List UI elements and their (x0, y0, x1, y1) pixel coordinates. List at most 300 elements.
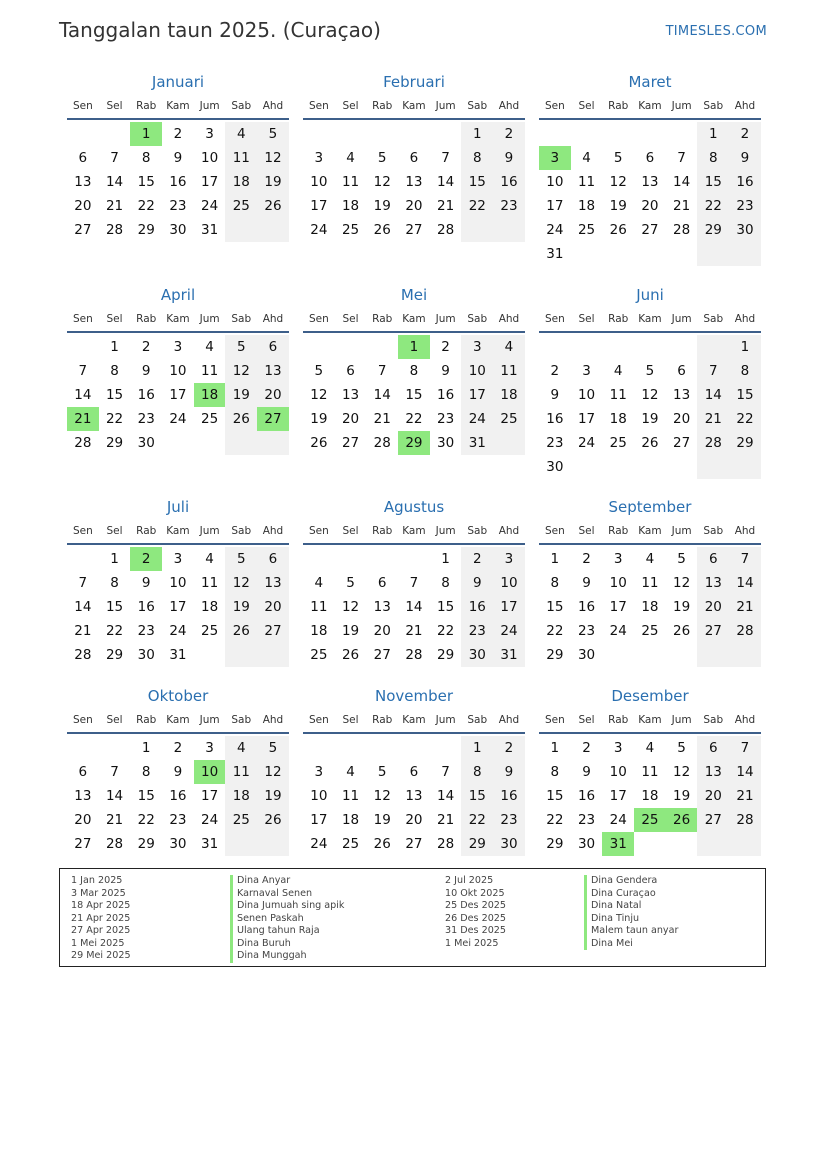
day-cell: 24 (493, 619, 525, 643)
page-title: Tanggalan taun 2025. (Curaçao) (59, 18, 381, 42)
weekday-label: Rab (136, 100, 157, 112)
day-cell: 6 (78, 150, 88, 166)
weekday-label: Kam (402, 525, 426, 537)
month-divider (539, 331, 761, 333)
weekday-label: Sel (342, 525, 359, 537)
day-cell: 16 (493, 784, 525, 808)
day-cell: 1 (697, 122, 729, 146)
day-cell: 21 (373, 411, 391, 427)
weekday-label: Sab (467, 714, 488, 726)
empty-day-cell (366, 547, 398, 571)
day-cell: 14 (105, 174, 124, 190)
day-cell: 6 (257, 547, 289, 571)
day-cell: 19 (673, 599, 691, 615)
legend-date: 1 Mei 2025 (445, 937, 499, 949)
legend-holiday-name: Dina Curaçao (584, 888, 678, 901)
weekday-label: Sen (544, 100, 565, 112)
day-cell: 18 (493, 383, 525, 407)
legend-date: 29 Mei 2025 (71, 950, 131, 961)
day-cell: 26 (373, 836, 391, 852)
day-cell: 12 (257, 760, 289, 784)
day-cell: 8 (110, 363, 119, 379)
day-cell: 31 (201, 836, 219, 852)
empty-day-cell (194, 643, 226, 667)
day-cell: 14 (405, 599, 423, 615)
day-cell: 8 (409, 363, 419, 379)
day-cell: 2 (173, 740, 183, 756)
day-cell: 10 (609, 764, 627, 780)
holiday-day-cell: 3 (539, 146, 571, 170)
legend-date: 31 Des 2025 (445, 925, 507, 936)
legend-date: 1 Jan 2025 (71, 875, 123, 886)
weekday-label: Ahd (734, 100, 756, 112)
month-divider (67, 543, 289, 545)
weekday-label: Rab (608, 714, 629, 726)
day-cell: 30 (437, 435, 455, 451)
legend-holiday-name: Dina Anyar (230, 875, 344, 888)
month-maret (539, 72, 761, 266)
empty-day-cell (194, 431, 226, 455)
day-cell: 24 (201, 198, 219, 214)
weekday-label: Rab (372, 100, 393, 112)
day-cell: 17 (201, 788, 219, 804)
day-cell: 15 (437, 599, 455, 615)
day-cell: 1 (141, 740, 151, 756)
day-cell: 25 (201, 411, 219, 427)
day-cell: 15 (105, 387, 124, 403)
day-cell: 29 (461, 832, 493, 856)
day-cell: 10 (169, 575, 187, 591)
month-name: Desember (611, 687, 689, 705)
empty-day-cell (257, 643, 289, 667)
empty-day-cell (225, 832, 257, 856)
legend-date: 26 Des 2025 (445, 912, 507, 924)
day-cell: 9 (493, 760, 525, 784)
weekday-label: Jum (199, 100, 220, 112)
day-cell: 3 (461, 335, 493, 359)
day-cell: 20 (697, 595, 729, 619)
day-cell: 19 (641, 411, 659, 427)
day-cell: 27 (405, 836, 423, 852)
day-cell: 17 (310, 812, 328, 828)
weekday-label: Sab (231, 100, 252, 112)
day-grid (539, 547, 761, 667)
month-divider (67, 331, 289, 333)
day-cell: 11 (641, 764, 659, 780)
day-cell: 9 (582, 575, 591, 591)
day-cell: 19 (609, 198, 627, 214)
empty-day-cell (67, 122, 99, 146)
day-cell: 14 (697, 383, 729, 407)
day-cell: 13 (697, 760, 729, 784)
day-cell: 27 (74, 222, 92, 238)
empty-day-cell (162, 431, 194, 455)
day-cell: 26 (673, 623, 691, 639)
empty-day-cell (666, 455, 698, 479)
day-cell: 9 (141, 363, 151, 379)
day-cell: 20 (697, 784, 729, 808)
day-cell: 29 (437, 647, 455, 663)
day-cell: 29 (729, 431, 761, 455)
day-cell: 27 (405, 222, 423, 238)
empty-day-cell (697, 643, 729, 667)
day-cell: 26 (341, 647, 360, 663)
weekday-label: Jum (435, 100, 456, 112)
day-grid (67, 736, 289, 856)
weekday-label: Kam (166, 714, 190, 726)
empty-day-cell (99, 122, 131, 146)
empty-day-cell (335, 122, 367, 146)
empty-day-cell (634, 643, 666, 667)
day-cell: 11 (577, 174, 596, 190)
weekday-label: Sel (578, 525, 595, 537)
day-cell: 15 (729, 383, 761, 407)
day-cell: 9 (441, 363, 450, 379)
day-cell: 11 (641, 575, 659, 591)
day-cell: 23 (137, 411, 155, 427)
day-cell: 15 (546, 599, 564, 615)
day-cell: 22 (105, 411, 124, 427)
weekday-header (539, 712, 761, 728)
month-november (303, 686, 525, 856)
day-cell: 1 (461, 736, 493, 760)
month-september (539, 497, 761, 667)
weekday-label: Jum (671, 313, 692, 325)
day-cell: 5 (225, 547, 257, 571)
day-cell: 19 (257, 784, 289, 808)
day-cell: 15 (105, 599, 124, 615)
day-cell: 29 (546, 836, 564, 852)
month-name: Agustus (383, 498, 445, 516)
day-cell: 12 (341, 599, 360, 615)
day-cell: 26 (310, 435, 328, 451)
month-juni (539, 285, 761, 479)
day-cell: 9 (729, 146, 761, 170)
day-cell: 24 (609, 623, 627, 639)
weekday-label: Sel (342, 313, 359, 325)
day-cell: 8 (550, 764, 560, 780)
day-cell: 16 (546, 411, 564, 427)
day-cell: 26 (257, 808, 289, 832)
day-cell: 20 (641, 198, 659, 214)
legend-holiday-name: Karnaval Senen (230, 888, 344, 901)
month-name: Oktober (147, 687, 209, 705)
legend-dates-right (445, 875, 506, 950)
day-cell: 23 (546, 435, 564, 451)
weekday-label: Kam (638, 525, 662, 537)
weekday-label: Ahd (262, 100, 284, 112)
day-cell: 1 (729, 335, 761, 359)
empty-day-cell (67, 736, 99, 760)
day-cell: 30 (577, 836, 596, 852)
day-cell: 16 (169, 788, 187, 804)
day-cell: 2 (582, 551, 591, 567)
day-cell: 22 (461, 808, 493, 832)
day-cell: 19 (257, 170, 289, 194)
weekday-label: Kam (638, 100, 662, 112)
weekday-label: Ahd (498, 100, 520, 112)
day-cell: 7 (78, 363, 88, 379)
weekday-label: Sel (578, 100, 595, 112)
empty-day-cell (634, 335, 666, 359)
empty-day-cell (697, 242, 729, 266)
day-cell: 29 (105, 435, 124, 451)
month-name: Januari (151, 73, 205, 91)
day-cell: 5 (645, 363, 655, 379)
day-cell: 12 (373, 174, 391, 190)
empty-day-cell (666, 643, 698, 667)
day-cell: 7 (409, 575, 419, 591)
day-cell: 23 (437, 411, 455, 427)
empty-day-cell (303, 547, 335, 571)
day-cell: 17 (169, 599, 187, 615)
weekday-label: Sen (544, 313, 565, 325)
weekday-label: Sen (308, 714, 329, 726)
day-cell: 27 (74, 836, 92, 852)
day-grid (67, 547, 289, 667)
day-cell: 2 (729, 122, 761, 146)
weekday-label: Kam (638, 313, 662, 325)
day-cell: 3 (613, 740, 623, 756)
day-cell: 13 (673, 387, 691, 403)
day-cell: 21 (105, 198, 124, 214)
month-divider (539, 543, 761, 545)
day-cell: 5 (377, 150, 387, 166)
weekday-label: Sen (72, 714, 93, 726)
empty-day-cell (430, 122, 462, 146)
weekday-label: Kam (638, 714, 662, 726)
weekday-label: Sel (342, 100, 359, 112)
day-cell: 23 (137, 623, 155, 639)
day-cell: 14 (74, 599, 92, 615)
day-cell: 19 (373, 198, 391, 214)
day-cell: 16 (461, 595, 493, 619)
holiday-day-cell: 1 (130, 122, 162, 146)
day-cell: 29 (105, 647, 124, 663)
day-cell: 27 (673, 435, 691, 451)
day-cell: 19 (373, 812, 391, 828)
weekday-label: Jum (435, 714, 456, 726)
empty-day-cell (697, 455, 729, 479)
day-cell: 24 (169, 623, 187, 639)
day-cell: 15 (461, 784, 493, 808)
day-cell: 9 (173, 150, 183, 166)
day-cell: 8 (461, 760, 493, 784)
day-cell: 28 (673, 222, 691, 238)
day-cell: 13 (74, 788, 92, 804)
day-cell: 31 (201, 222, 219, 238)
day-cell: 16 (137, 387, 155, 403)
weekday-label: Rab (372, 313, 393, 325)
weekday-header (67, 311, 289, 327)
day-cell: 4 (645, 740, 655, 756)
day-cell: 5 (225, 335, 257, 359)
day-cell: 22 (105, 623, 124, 639)
day-cell: 11 (225, 146, 257, 170)
month-name: November (374, 687, 454, 705)
day-cell: 7 (441, 150, 450, 166)
day-cell: 9 (173, 764, 183, 780)
weekday-label: Sen (308, 525, 329, 537)
month-divider (539, 732, 761, 734)
day-cell: 29 (137, 836, 155, 852)
weekday-label: Jum (671, 100, 692, 112)
weekday-label: Kam (166, 525, 190, 537)
day-cell: 24 (169, 411, 187, 427)
day-cell: 11 (201, 363, 219, 379)
day-cell: 22 (437, 623, 455, 639)
day-cell: 31 (461, 431, 493, 455)
empty-day-cell (67, 335, 99, 359)
day-cell: 13 (74, 174, 92, 190)
day-cell: 12 (225, 359, 257, 383)
month-februari (303, 72, 525, 242)
day-cell: 26 (225, 407, 257, 431)
month-agustus (303, 497, 525, 667)
day-cell: 28 (729, 808, 761, 832)
day-cell: 4 (645, 551, 655, 567)
weekday-label: Kam (402, 313, 426, 325)
holiday-legend (59, 868, 766, 967)
weekday-label: Ahd (734, 313, 756, 325)
empty-day-cell (67, 547, 99, 571)
day-cell: 11 (310, 599, 328, 615)
day-cell: 2 (141, 339, 151, 355)
brand-link[interactable]: TIMESLES.COM (665, 24, 767, 39)
day-cell: 28 (697, 431, 729, 455)
weekday-label: Jum (435, 525, 456, 537)
day-cell: 17 (169, 387, 187, 403)
day-cell: 27 (697, 808, 729, 832)
weekday-label: Sel (106, 525, 123, 537)
empty-day-cell (335, 335, 367, 359)
weekday-header (303, 523, 525, 539)
weekday-label: Ahd (498, 714, 520, 726)
day-cell: 13 (373, 599, 391, 615)
day-cell: 28 (105, 222, 124, 238)
weekday-label: Sen (308, 313, 329, 325)
day-cell: 21 (105, 812, 124, 828)
day-cell: 28 (437, 836, 455, 852)
weekday-label: Sen (72, 525, 93, 537)
month-januari (67, 72, 289, 242)
month-desember (539, 686, 761, 856)
empty-day-cell (257, 218, 289, 242)
legend-holiday-name: Dina Munggah (230, 950, 344, 963)
weekday-label: Ahd (734, 714, 756, 726)
weekday-header (303, 712, 525, 728)
day-cell: 3 (173, 551, 183, 567)
legend-holiday-name: Ulang tahun Raja (230, 925, 344, 938)
weekday-label: Jum (199, 525, 220, 537)
holiday-day-cell: 27 (257, 407, 289, 431)
day-cell: 9 (582, 764, 591, 780)
day-cell: 4 (205, 339, 214, 355)
day-cell: 14 (437, 174, 455, 190)
day-cell: 16 (169, 174, 187, 190)
day-cell: 8 (141, 764, 151, 780)
day-cell: 29 (137, 222, 155, 238)
day-cell: 6 (677, 363, 686, 379)
day-cell: 16 (729, 170, 761, 194)
day-cell: 1 (110, 551, 119, 567)
weekday-label: Jum (199, 714, 220, 726)
day-cell: 6 (645, 150, 655, 166)
empty-day-cell (366, 122, 398, 146)
day-cell: 17 (310, 198, 328, 214)
day-cell: 18 (201, 599, 219, 615)
day-cell: 22 (137, 812, 155, 828)
day-cell: 25 (225, 194, 257, 218)
weekday-label: Rab (136, 313, 157, 325)
weekday-label: Sel (578, 313, 595, 325)
day-cell: 6 (697, 547, 729, 571)
day-cell: 20 (74, 812, 92, 828)
empty-day-cell (602, 643, 634, 667)
empty-day-cell (697, 832, 729, 856)
day-cell: 19 (341, 623, 360, 639)
empty-day-cell (634, 242, 666, 266)
day-cell: 4 (314, 575, 324, 591)
day-cell: 22 (697, 194, 729, 218)
day-cell: 20 (74, 198, 92, 214)
day-cell: 25 (310, 647, 328, 663)
day-grid (303, 736, 525, 856)
day-cell: 15 (137, 788, 155, 804)
day-cell: 17 (201, 174, 219, 190)
day-cell: 8 (729, 359, 761, 383)
month-divider (67, 732, 289, 734)
weekday-label: Jum (199, 313, 220, 325)
holiday-day-cell: 21 (67, 407, 99, 431)
day-cell: 11 (201, 575, 219, 591)
day-cell: 10 (201, 150, 219, 166)
day-cell: 26 (225, 619, 257, 643)
day-cell: 25 (201, 623, 219, 639)
empty-day-cell (571, 455, 603, 479)
day-cell: 1 (550, 551, 560, 567)
weekday-label: Sab (703, 313, 724, 325)
day-cell: 9 (550, 387, 560, 403)
legend-date: 10 Okt 2025 (445, 887, 505, 899)
day-cell: 7 (697, 359, 729, 383)
weekday-label: Sab (231, 525, 252, 537)
weekday-label: Sel (106, 313, 123, 325)
day-cell: 16 (437, 387, 455, 403)
day-cell: 8 (441, 575, 450, 591)
day-cell: 1 (461, 122, 493, 146)
day-cell: 14 (373, 387, 391, 403)
day-cell: 16 (493, 170, 525, 194)
empty-day-cell (493, 431, 525, 455)
legend-date: 1 Mei 2025 (71, 937, 125, 949)
empty-day-cell (303, 122, 335, 146)
day-cell: 24 (201, 812, 219, 828)
day-cell: 9 (461, 571, 493, 595)
legend-date: 2 Jul 2025 (445, 875, 494, 886)
day-cell: 5 (613, 150, 623, 166)
day-cell: 4 (582, 150, 591, 166)
day-cell: 3 (314, 764, 324, 780)
day-cell: 15 (697, 170, 729, 194)
day-cell: 26 (373, 222, 391, 238)
month-name: April (160, 286, 196, 304)
day-cell: 2 (493, 736, 525, 760)
weekday-label: Sab (467, 525, 488, 537)
day-grid (303, 547, 525, 667)
legend-holiday-name: Dina Natal (584, 900, 678, 913)
day-cell: 23 (169, 812, 187, 828)
